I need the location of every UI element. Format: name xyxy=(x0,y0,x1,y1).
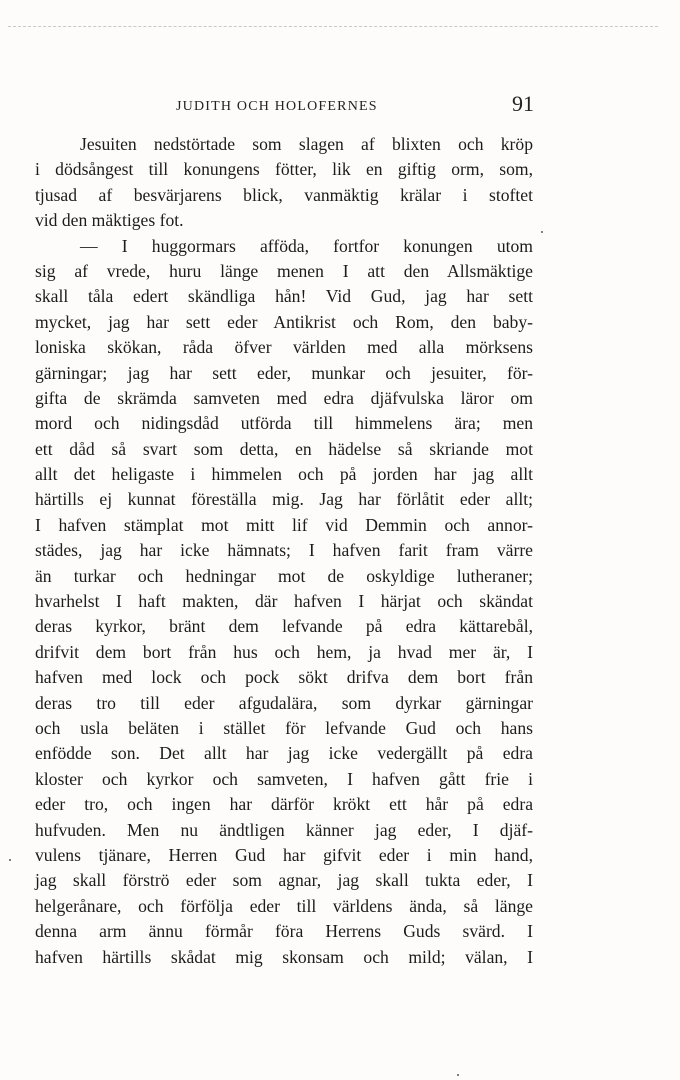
text-line: gifta de skrämda samveten med edra djäfvulska läror om xyxy=(35,387,533,408)
print-speck xyxy=(541,231,543,233)
text-line: — I huggormars afföda, fortfor konungen utom xyxy=(80,235,533,256)
print-speck xyxy=(457,1074,459,1076)
text-line: skall tåla edert skändliga hån! Vid Gud, jag har sett xyxy=(35,286,533,307)
text-line: hufvuden. Men nu ändtligen känner jag eder, I djäf- xyxy=(35,819,533,840)
text-line: vid den mäktiges fot. xyxy=(35,210,184,231)
text-line: loniska skökan, råda öfver världen med alla mörksens xyxy=(35,337,533,358)
text-line: deras tro till eder afgudalära, som dyrkar gärningar xyxy=(35,692,533,713)
page-number: 91 xyxy=(512,91,534,116)
text-line: denna arm ännu förmår föra Herrens Guds svärd. I xyxy=(35,921,533,942)
text-line: mycket, jag har sett eder Antikrist och Rom, den baby- xyxy=(35,311,533,332)
text-line: enfödde son. Det allt har jag icke vedergällt på edra xyxy=(35,743,533,764)
text-line: i dödsångest till konungens fötter, lik en giftig orm, som, xyxy=(35,159,533,180)
text-line: hvarhelst I haft makten, där hafven I härjat och skändat xyxy=(35,591,533,612)
text-line: jag skall förströ eder som agnar, jag skall tukta eder, I xyxy=(35,870,533,891)
text-line: än turkar och hedningar mot de oskyldige lutheraner; xyxy=(35,565,533,586)
body-text xyxy=(35,132,533,970)
scan-edge-rule xyxy=(8,26,658,27)
text-line: deras kyrkor, bränt dem lefvande på edra kättarebål, xyxy=(35,616,533,637)
text-line: mord och nidingsdåd utförda till himmelens ära; men xyxy=(35,413,533,434)
text-line: tjusad af besvärjarens blick, vanmäktig krälar i stoftet xyxy=(35,184,533,205)
text-line: kloster och kyrkor och samveten, I hafven gått frie i xyxy=(35,768,533,789)
text-line: sig af vrede, huru länge menen I att den Allsmäktige xyxy=(35,260,533,281)
text-line: och usla beläten i stället för lefvande Gud och hans xyxy=(35,717,533,738)
text-line: allt det heligaste i himmelen och på jorden har jag allt xyxy=(35,464,533,485)
text-line: ett dåd så svart som detta, en hädelse så skriande mot xyxy=(35,438,533,459)
text-line: hafven med lock och pock sökt drifva dem bort från xyxy=(35,667,533,688)
text-line: vulens tjänare, Herren Gud har gifvit eder i min hand, xyxy=(35,844,533,865)
text-line: hafven härtills skådat mig skonsam och mild; välan, I xyxy=(35,946,533,967)
text-line: Jesuiten nedstörtade som slagen af blixten och kröp xyxy=(80,134,533,154)
text-line: härtills ej kunnat föreställa mig. Jag har förlåtit eder allt; xyxy=(35,489,533,510)
text-line: helgerånare, och förfölja eder till världens ända, så länge xyxy=(35,895,533,916)
print-speck xyxy=(9,859,11,861)
text-line: städes, jag har icke hämnats; I hafven farit fram värre xyxy=(35,540,533,561)
text-line: I hafven stämplat mot mitt lif vid Demmin och annor- xyxy=(35,514,533,535)
text-line: gärningar; jag har sett eder, munkar och jesuiter, för- xyxy=(35,362,533,383)
text-line: eder tro, och ingen har därför krökt ett hår på edra xyxy=(35,794,533,815)
text-line: drifvit dem bort från hus och hem, ja hvad mer är, I xyxy=(35,641,533,662)
running-head-title: JUDITH OCH HOLOFERNES xyxy=(176,99,378,114)
